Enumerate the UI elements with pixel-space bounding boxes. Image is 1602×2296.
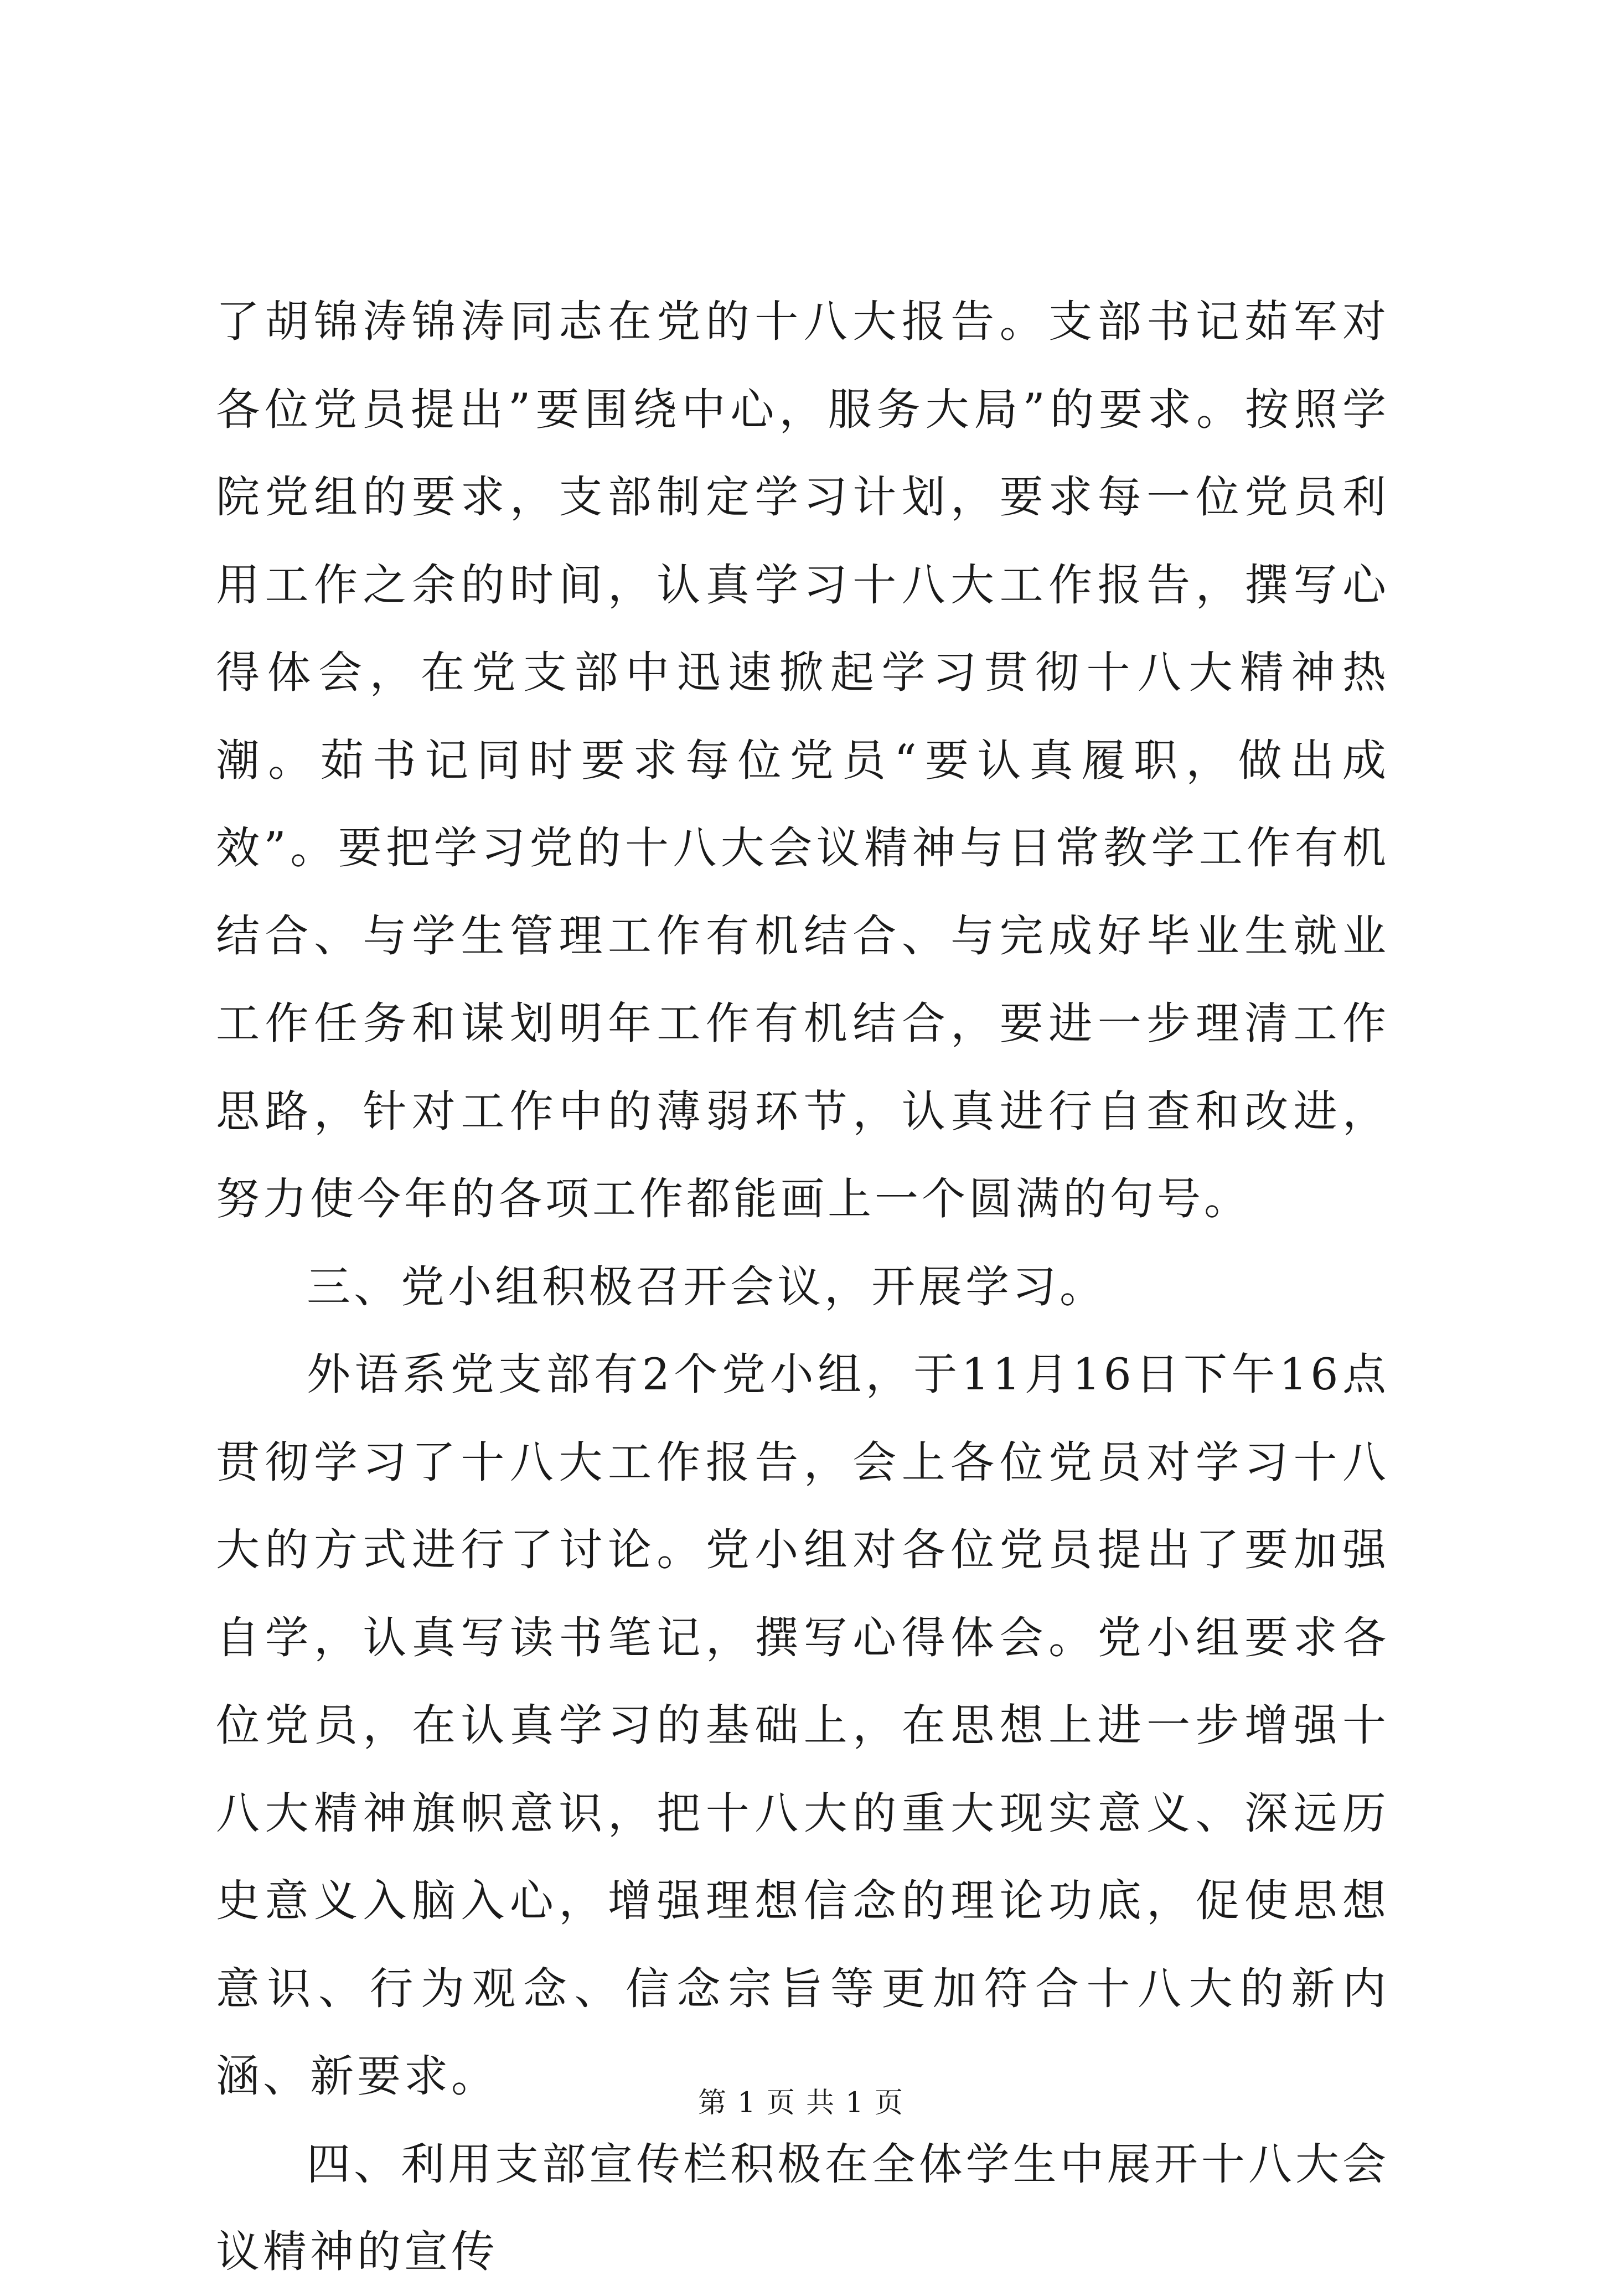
section-heading-four: 四、利用支部宣传栏积极在全体学生中展开十八大会议精神的宣传 bbox=[216, 2138, 1389, 2277]
page-footer: 第 1 页 共 1 页 bbox=[698, 2087, 904, 2119]
section-heading-three: 三、党小组积极召开会议，开展学习。 bbox=[307, 1261, 1107, 1312]
paragraph-continued: 了胡锦涛锦涛同志在党的十八大报告。支部书记茹军对各位党员提出”要围绕中心，服务大局”的要求。按照学院党组的要求，支部制定学习计划，要求每一位党员利用工作之余的时间，认真学习十八大工作报告，撰写心得体会，在党支部中迅速掀起学习贯彻十八大精神热潮。茹书记同时要求每位党员“要认真履职，做出成效”。要把学习党的十八大会议精神与日常教学工作有机结合、与学生管理工作有机结合、与完成好毕业生就业工作任务和谋划明年工作有机结合，要进一步理清工作思路，针对工作中的薄弱环节，认真进行自查和改进，努力使今年的各项工作都能画上一个圆满的句号。 bbox=[216, 296, 1389, 1224]
document-body bbox=[216, 278, 1389, 2296]
paragraph-party-group: 外语系党支部有2个党小组，于11月16日下午16点贯彻学习了十八大工作报告，会上各位党员对学习十八大的方式进行了讨论。党小组对各位党员提出了要加强自学，认真写读书笔记，撰写心得体会。党小组要求各位党员，在认真学习的基础上，在思想上进一步增强十八大精神旗帜意识，把十八大的重大现实意义、深远历史意义入脑入心，增强理想信念的理论功底，促使思想意识、行为观念、信念宗旨等更加符合十八大的新内涵、新要求。 bbox=[216, 1349, 1389, 2102]
